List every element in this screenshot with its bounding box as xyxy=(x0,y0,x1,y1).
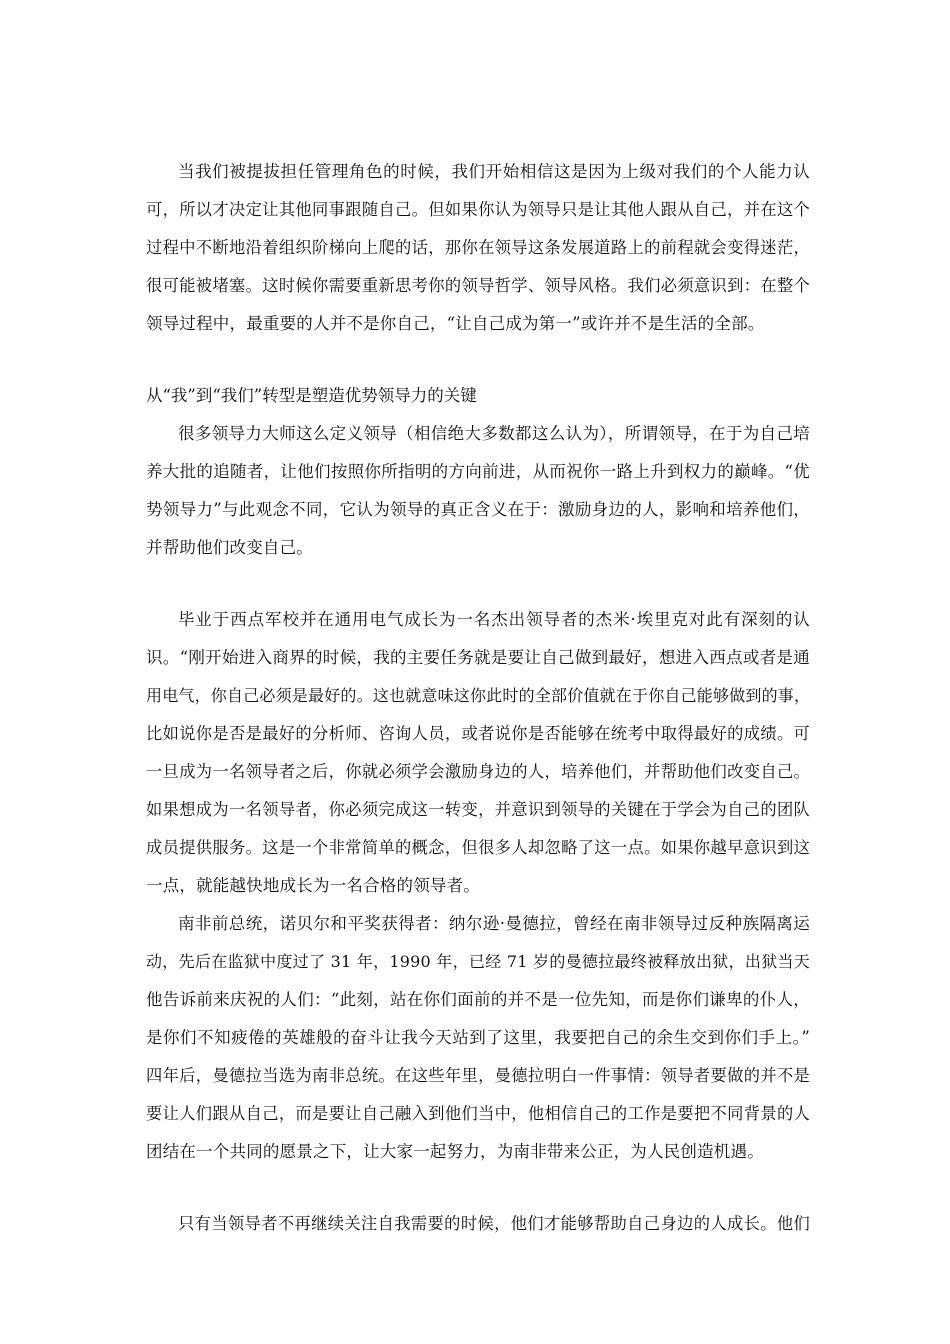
paragraph-3-line-4: 比如说你是否是最好的分析师、咨询人员，或者说你是否能够在统考中取得最好的成绩。可 xyxy=(146,724,810,743)
paragraph-3-line-8: 一点，就能越快地成长为一名合格的领导者。 xyxy=(146,876,480,895)
paragraph-4-line-6: 要让人们跟从自己，而是要让自己融入到他们当中，他相信自己的工作是要把不同背景的人 xyxy=(146,1104,810,1123)
paragraph-2-line-2: 养大批的追随者，让他们按照你所指明的方向前进，从而祝你一路上升到权力的巅峰。“优 xyxy=(146,462,810,481)
paragraph-4-line-7: 团结在一个共同的愿景之下，让大家一起努力，为南非带来公正，为人民创造机遇。 xyxy=(146,1142,764,1161)
paragraph-1-line-5: 领导过程中，最重要的人并不是你自己，“让自己成为第一”或许并不是生活的全部。 xyxy=(146,314,765,333)
paragraph-1-line-1: 当我们被提拔担任管理角色的时候，我们开始相信这是因为上级对我们的个人能力认 xyxy=(178,162,810,181)
paragraph-3-line-6: 如果想成为一名领导者，你必须完成这一转变，并意识到领导的关键在于学会为自己的团队 xyxy=(146,800,810,819)
paragraph-5-line-1: 只有当领导者不再继续关注自我需要的时候，他们才能够帮助自己身边的人成长。他们 xyxy=(178,1214,810,1233)
paragraph-4-line-5: 四年后，曼德拉当选为南非总统。在这些年里，曼德拉明白一件事情：领导者要做的并不是 xyxy=(146,1066,810,1085)
paragraph-1-line-3: 过程中不断地沿着组织阶梯向上爬的话，那你在领导这条发展道路上的前程就会变得迷茫， xyxy=(146,238,810,257)
paragraph-4-line-1: 南非前总统，诺贝尔和平奖获得者：纳尔逊·曼德拉，曾经在南非领导过反种族隔离运 xyxy=(178,914,810,933)
paragraph-2-line-4: 并帮助他们改变自己。 xyxy=(146,538,313,557)
paragraph-3-line-1: 毕业于西点军校并在通用电气成长为一名杰出领导者的杰米·埃里克对此有深刻的认 xyxy=(178,610,810,629)
paragraph-3-line-5: 一旦成为一名领导者之后，你就必须学会激励身边的人，培养他们，并帮助他们改变自己。 xyxy=(146,762,810,781)
paragraph-1-line-2: 可，所以才决定让其他同事跟随自己。但如果你认为领导只是让其他人跟从自己，并在这个 xyxy=(146,200,810,219)
paragraph-4-line-3: 他告诉前来庆祝的人们：“此刻，站在你们面前的并不是一位先知，而是你们谦卑的仆人， xyxy=(146,990,810,1009)
paragraph-2-line-1: 很多领导力大师这么定义领导（相信绝大多数都这么认为），所谓领导，在于为自己培 xyxy=(178,424,810,443)
paragraph-3-line-2: 识。“刚开始进入商界的时候，我的主要任务就是要让自己做到最好，想进入西点或者是通 xyxy=(146,648,810,667)
paragraph-1-line-4: 很可能被堵塞。这时候你需要重新思考你的领导哲学、领导风格。我们必须意识到：在整个 xyxy=(146,276,810,295)
paragraph-4-line-2: 动，先后在监狱中度过了 31 年，1990 年，已经 71 岁的曼德拉最终被释放出狱，出狱当天 xyxy=(146,952,810,971)
section-heading: 从“我”到“我们”转型是塑造优势领导力的关键 xyxy=(146,386,477,405)
paragraph-3-line-7: 成员提供服务。这是一个非常简单的概念，但很多人却忽略了这一点。如果你越早意识到这 xyxy=(146,838,810,857)
paragraph-4-line-4: 是你们不知疲倦的英雄般的奋斗让我今天站到了这里，我要把自己的余生交到你们手上。” xyxy=(146,1028,810,1047)
paragraph-2-line-3: 势领导力”与此观念不同，它认为领导的真正含义在于：激励身边的人，影响和培养他们， xyxy=(146,500,810,519)
paragraph-3-line-3: 用电气，你自己必须是最好的。这也就意味这你此时的全部价值就在于你自己能够做到的事， xyxy=(146,686,811,705)
